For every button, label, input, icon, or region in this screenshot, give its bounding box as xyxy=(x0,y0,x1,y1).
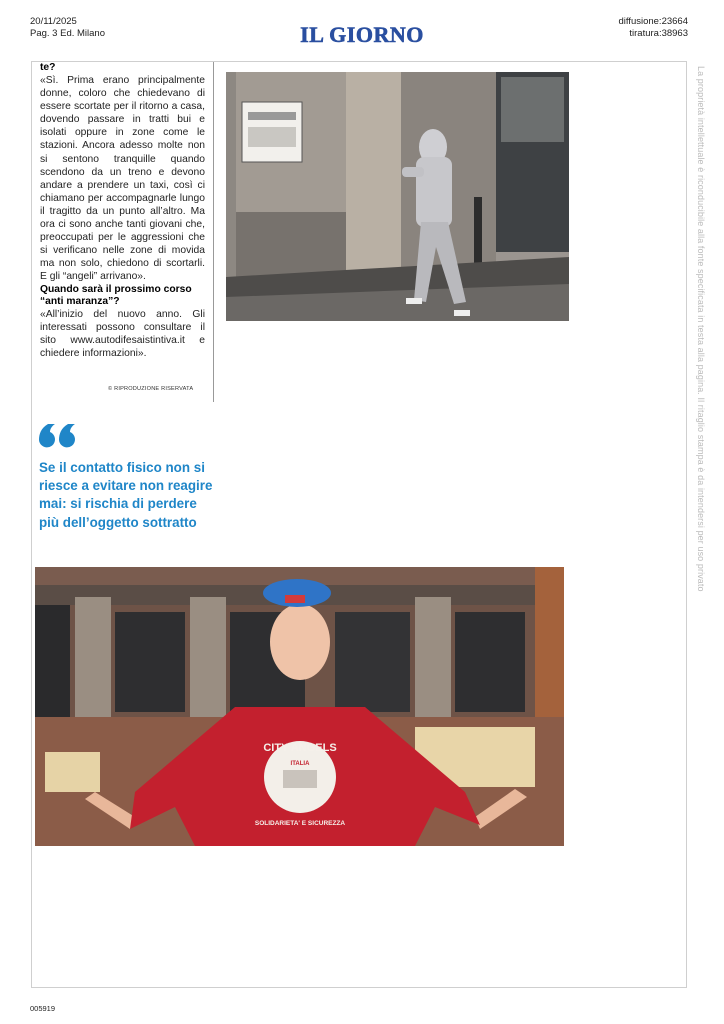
sweater-text-solidarieta: SOLIDARIETA' E SICUREZZA xyxy=(254,820,346,827)
column-divider xyxy=(213,62,214,402)
photo-street-hoodie xyxy=(226,72,569,321)
pull-quote: Se il contatto fisico non si riesce a evitare non reagire mai: si rischia di perdere più dell’oggetto sottratto xyxy=(39,460,213,530)
footer-code: 005919 xyxy=(30,1004,56,1013)
answer-paragraph-2: «All’inizio del nuovo anno. Gli interessati possono consultare il sito www.autodifesaistintiva.it e chiedere informazioni». xyxy=(40,308,205,359)
photo-city-angels-member xyxy=(35,567,564,846)
question-heading: Quando sarà il prossimo corso “anti maranza”? xyxy=(40,283,192,307)
page-edition: Pag. 3 Ed. Milano xyxy=(30,28,105,39)
masthead-logo: IL GIORNO xyxy=(300,22,424,47)
copyright-note: © RIPRODUZIONE RISERVATA xyxy=(108,386,194,392)
issue-date: 20/11/2025 xyxy=(30,16,77,27)
article-column xyxy=(40,62,205,360)
copyright-side-note: La proprietà intellettuale è riconducibile alla fonte specificata in testa alla pagina. Il ritaglio stampa è da intendersi per uso privato xyxy=(696,66,706,592)
question-heading-tail: te? xyxy=(40,62,56,73)
header-right xyxy=(618,16,688,40)
sweater-text-city-angels: CITY ANGELS xyxy=(263,742,337,754)
diffusione: diffusione:23664 xyxy=(618,16,688,27)
sweater-text-italia: ITALIA xyxy=(290,761,310,767)
answer-paragraph: «Sì. Prima erano principalmente donne, coloro che chiedevano di essere scortate per il ritorno a casa, dovendo passare in tratti bui e isolati oppure in zone come le stazioni. Ancora adesso molte non si sentono tranquille quando scendono da un treno e devono andare a prendere un taxi, così ci chiamano per accompagnarle lungo il tragitto da un punto all’altro. Ma ora ci sono anche tanti giovani che, preoccupati per le aggressioni che si verificano nelle zone di movida ma non solo, chiedono di scortarli. E gli “angeli” arrivano». xyxy=(40,75,205,283)
tiratura: tiratura:38963 xyxy=(629,28,688,39)
quote-marks-icon xyxy=(38,420,78,455)
